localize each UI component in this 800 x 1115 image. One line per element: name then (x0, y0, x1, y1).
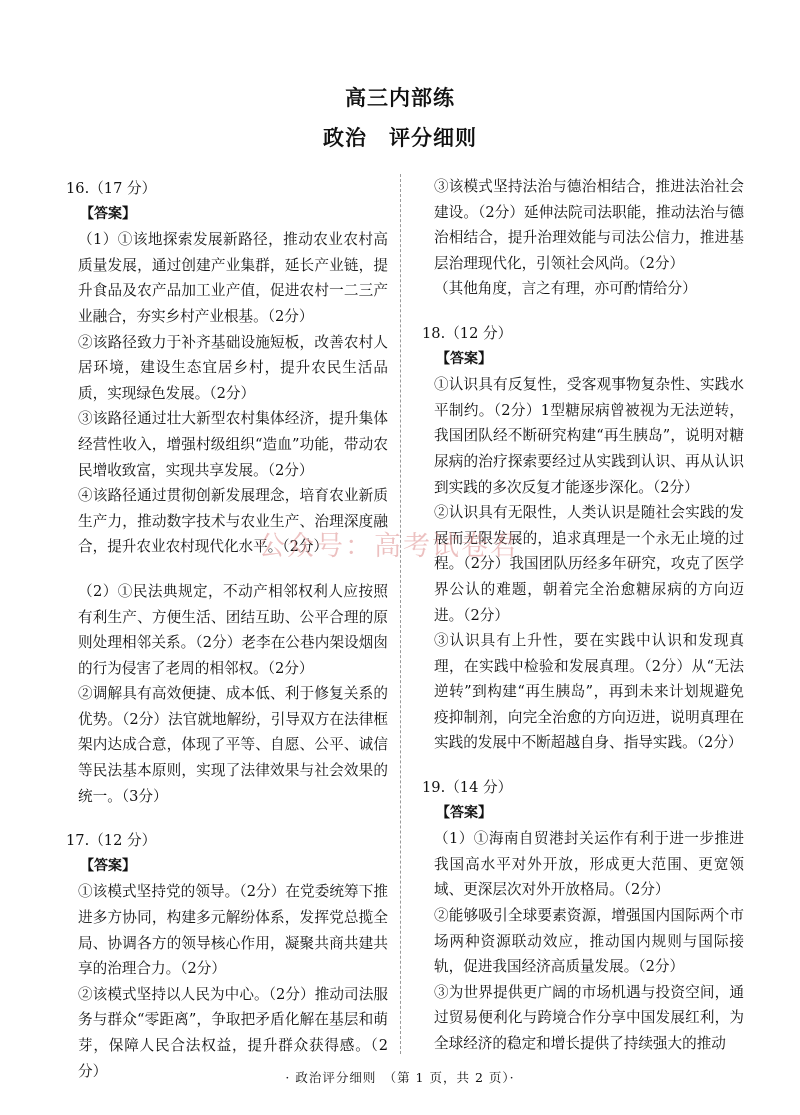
answer-label: 【答案】 (80, 205, 136, 222)
q18-para-2: ②认识具有无限性，人类认识是随社会实践的发展而无限发展的，追求真理是一个永无止境的过程。（2分）我国团队历经多年研究，攻克了医学界公认的难题，朝着完全治愈糖尿病的方向迈进。（2分） (434, 504, 744, 624)
subtitle-label: 评分细则 (389, 126, 477, 150)
q18-para-3: ③认识具有上升性，要在实践中认识和发现真理，在实践中检验和发展真理。（2分）从“无法逆转”到构建“再生胰岛”，再到未来计划规避免疫抑制剂，向完全治愈的方向迈进，说明真理在实践的发展中不断超越自身、指导实践。（2分） (434, 632, 744, 752)
q18-para-1: ①认识具有反复性，受客观事物复杂性、实践水平制约。（2分）1型糖尿病曾被视为无法逆转，我国团队经不断研究构建“再生胰岛”，说明对糖尿病的治疗探索要经过从实践到认识、再从认识到实践的多次反复才能逐步深化。（2分） (434, 376, 744, 496)
q19-para-2: ②能够吸引全球要素资源，增强国内国际两个市场两种资源联动效应，推动国内规则与国际接轨，促进我国经济高质量发展。（2分） (434, 907, 744, 976)
q17-para-3: ③该模式坚持法治与德治相结合，推进法治社会建设。（2分）延伸法院司法职能，推动法治与德治相结合，提升治理效能与司法公信力，推进基层治理现代化，引领社会风尚。（2分） (434, 178, 744, 272)
answer-label: 【答案】 (436, 804, 492, 821)
answer-label: 【答案】 (436, 350, 492, 367)
q17-note: （其他角度，言之有理，亦可酌情给分） (434, 280, 697, 298)
q16-para-5: （2）①民法典规定，不动产相邻权利人应按照有利生产、方便生活、团结互助、公平合理的原则处理相邻关系。（2分）老李在公巷内架设烟囱的行为侵害了老周的相邻权。（2分） (78, 582, 388, 677)
left-column (66, 176, 388, 1084)
right-column (422, 174, 744, 1057)
question-16-head: 16.（17 分） (66, 180, 157, 197)
question-18-head: 18.（12 分） (422, 324, 513, 342)
question-17-head: 17.（12 分） (66, 832, 157, 850)
page-footer: · 政治评分细则 （第 1 页，共 2 页）· (285, 1070, 515, 1085)
q19-para-3: ③为世界提供更广阔的市场机遇与投资空间，通过贸易便利化与跨境合作分享中国发展红利，为全球经济的稳定和增长提供了持续强大的推动 (434, 983, 744, 1052)
q16-para-1: （1）①该地探索发展新路径，推动农业农村高质量发展，通过创建产业集群，延长产业链，提升食品及农产品加工业产值，促进农村一二三产业融合，夯实乡村产业根基。（2分） (78, 231, 388, 325)
answer-label: 【答案】 (80, 857, 136, 874)
q16-para-6: ②调解具有高效便捷、成本低、利于修复关系的优势。（2分）法官就地解纷，引导双方在法律框架内达成合意，体现了平等、自愿、公平、诚信等民法基本原则，实现了法律效果与社会效果的统一。（3分） (78, 685, 388, 805)
page-subtitle (0, 122, 800, 152)
watermark: 公众号：高考试卷君 (258, 531, 519, 562)
q17-para-1: ①该模式坚持党的领导。（2分）在党委统筹下推进多方协同，构建多元解纷体系，发挥党总揽全局、协调各方的领导核心作用，凝聚共商共建共享的治理合力。（2分） (78, 883, 388, 978)
q16-para-4: ④该路径通过贯彻创新发展理念，培育农业新质生产力，推动数字技术与农业生产、治理深度融合，提升农业农村现代化水平。（2分） (78, 487, 388, 556)
question-19-head: 19.（14 分） (422, 779, 513, 797)
q19-para-1: （1）①海南自贸港封关运作有利于进一步推进我国高水平对外开放，形成更大范围、更宽领域、更深层次对外开放格局。（2分） (434, 830, 744, 899)
column-divider (400, 174, 401, 1054)
q17-para-2: ②该模式坚持以人民为中心。（2分）推动司法服务与群众“零距离”，争取把矛盾化解在基层和萌芽，保障人民合法权益，提升群众获得感。（2分） (78, 985, 388, 1080)
q16-para-3: ③该路径通过壮大新型农村集体经济，提升集体经营性收入，增强村级组织“造血”功能，带动农民增收致富，实现共享发展。（2分） (78, 410, 388, 479)
q16-para-2: ②该路径致力于补齐基础设施短板，改善农村人居环境，建设生态宜居乡村，提升农民生活品质，实现绿色发展。（2分） (78, 333, 388, 402)
subject-label: 政治 (323, 126, 367, 150)
page-title: 高三内部练 (345, 86, 455, 110)
